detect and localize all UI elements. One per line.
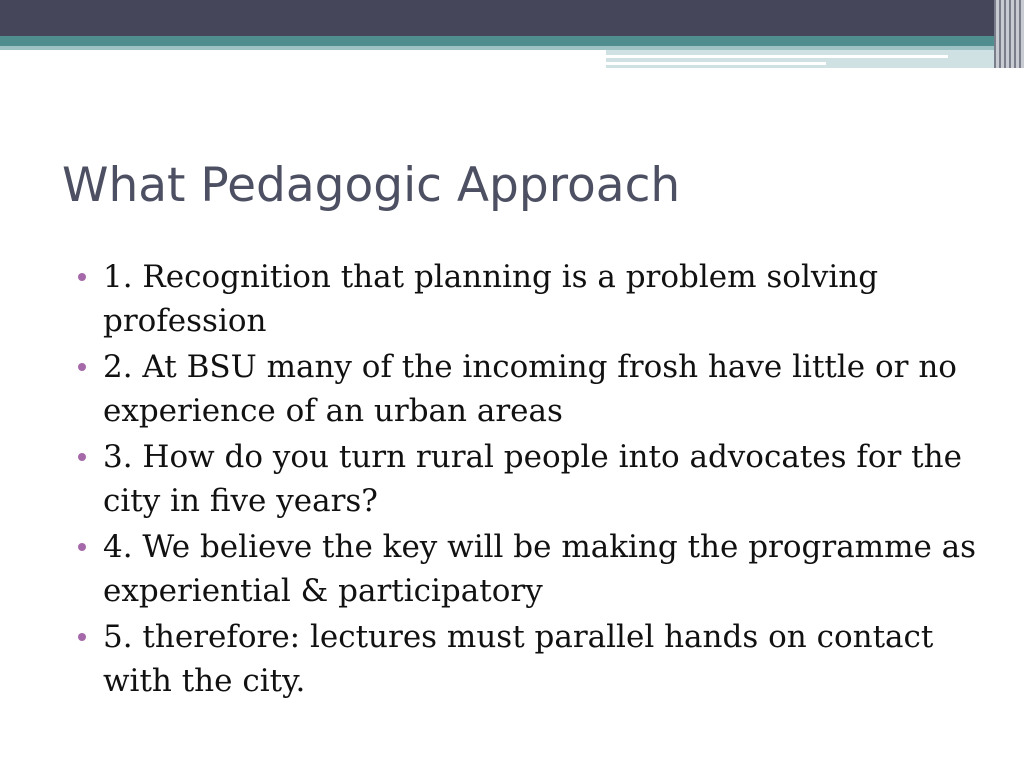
bullet-item — [78, 346, 978, 433]
header-accent-line — [606, 62, 826, 65]
header-edge-stripes — [994, 0, 1024, 68]
bullet-text: 2. At BSU many of the incoming frosh have little or no experience of an urban areas — [103, 349, 957, 429]
bullet-list — [78, 256, 978, 706]
bullet-item — [78, 436, 978, 523]
header-band-dark — [0, 0, 1024, 36]
bullet-item — [78, 616, 978, 703]
bullet-dot-icon — [78, 363, 86, 371]
bullet-item — [78, 256, 978, 343]
bullet-dot-icon — [78, 543, 86, 551]
slide-title: What Pedagogic Approach — [62, 158, 681, 213]
bullet-text: 1. Recognition that planning is a problem solving profession — [103, 259, 879, 339]
bullet-text: 5. therefore: lectures must parallel hands on contact with the city. — [103, 619, 934, 699]
header-accent-block — [606, 50, 1024, 68]
header-accent-line — [606, 55, 948, 58]
bullet-item — [78, 526, 978, 613]
bullet-dot-icon — [78, 453, 86, 461]
bullet-dot-icon — [78, 633, 86, 641]
header-band-teal — [0, 36, 1024, 46]
bullet-text: 4. We believe the key will be making the programme as experiential & participatory — [103, 529, 977, 609]
bullet-dot-icon — [78, 273, 86, 281]
bullet-text: 3. How do you turn rural people into advocates for the city in five years? — [103, 439, 962, 519]
